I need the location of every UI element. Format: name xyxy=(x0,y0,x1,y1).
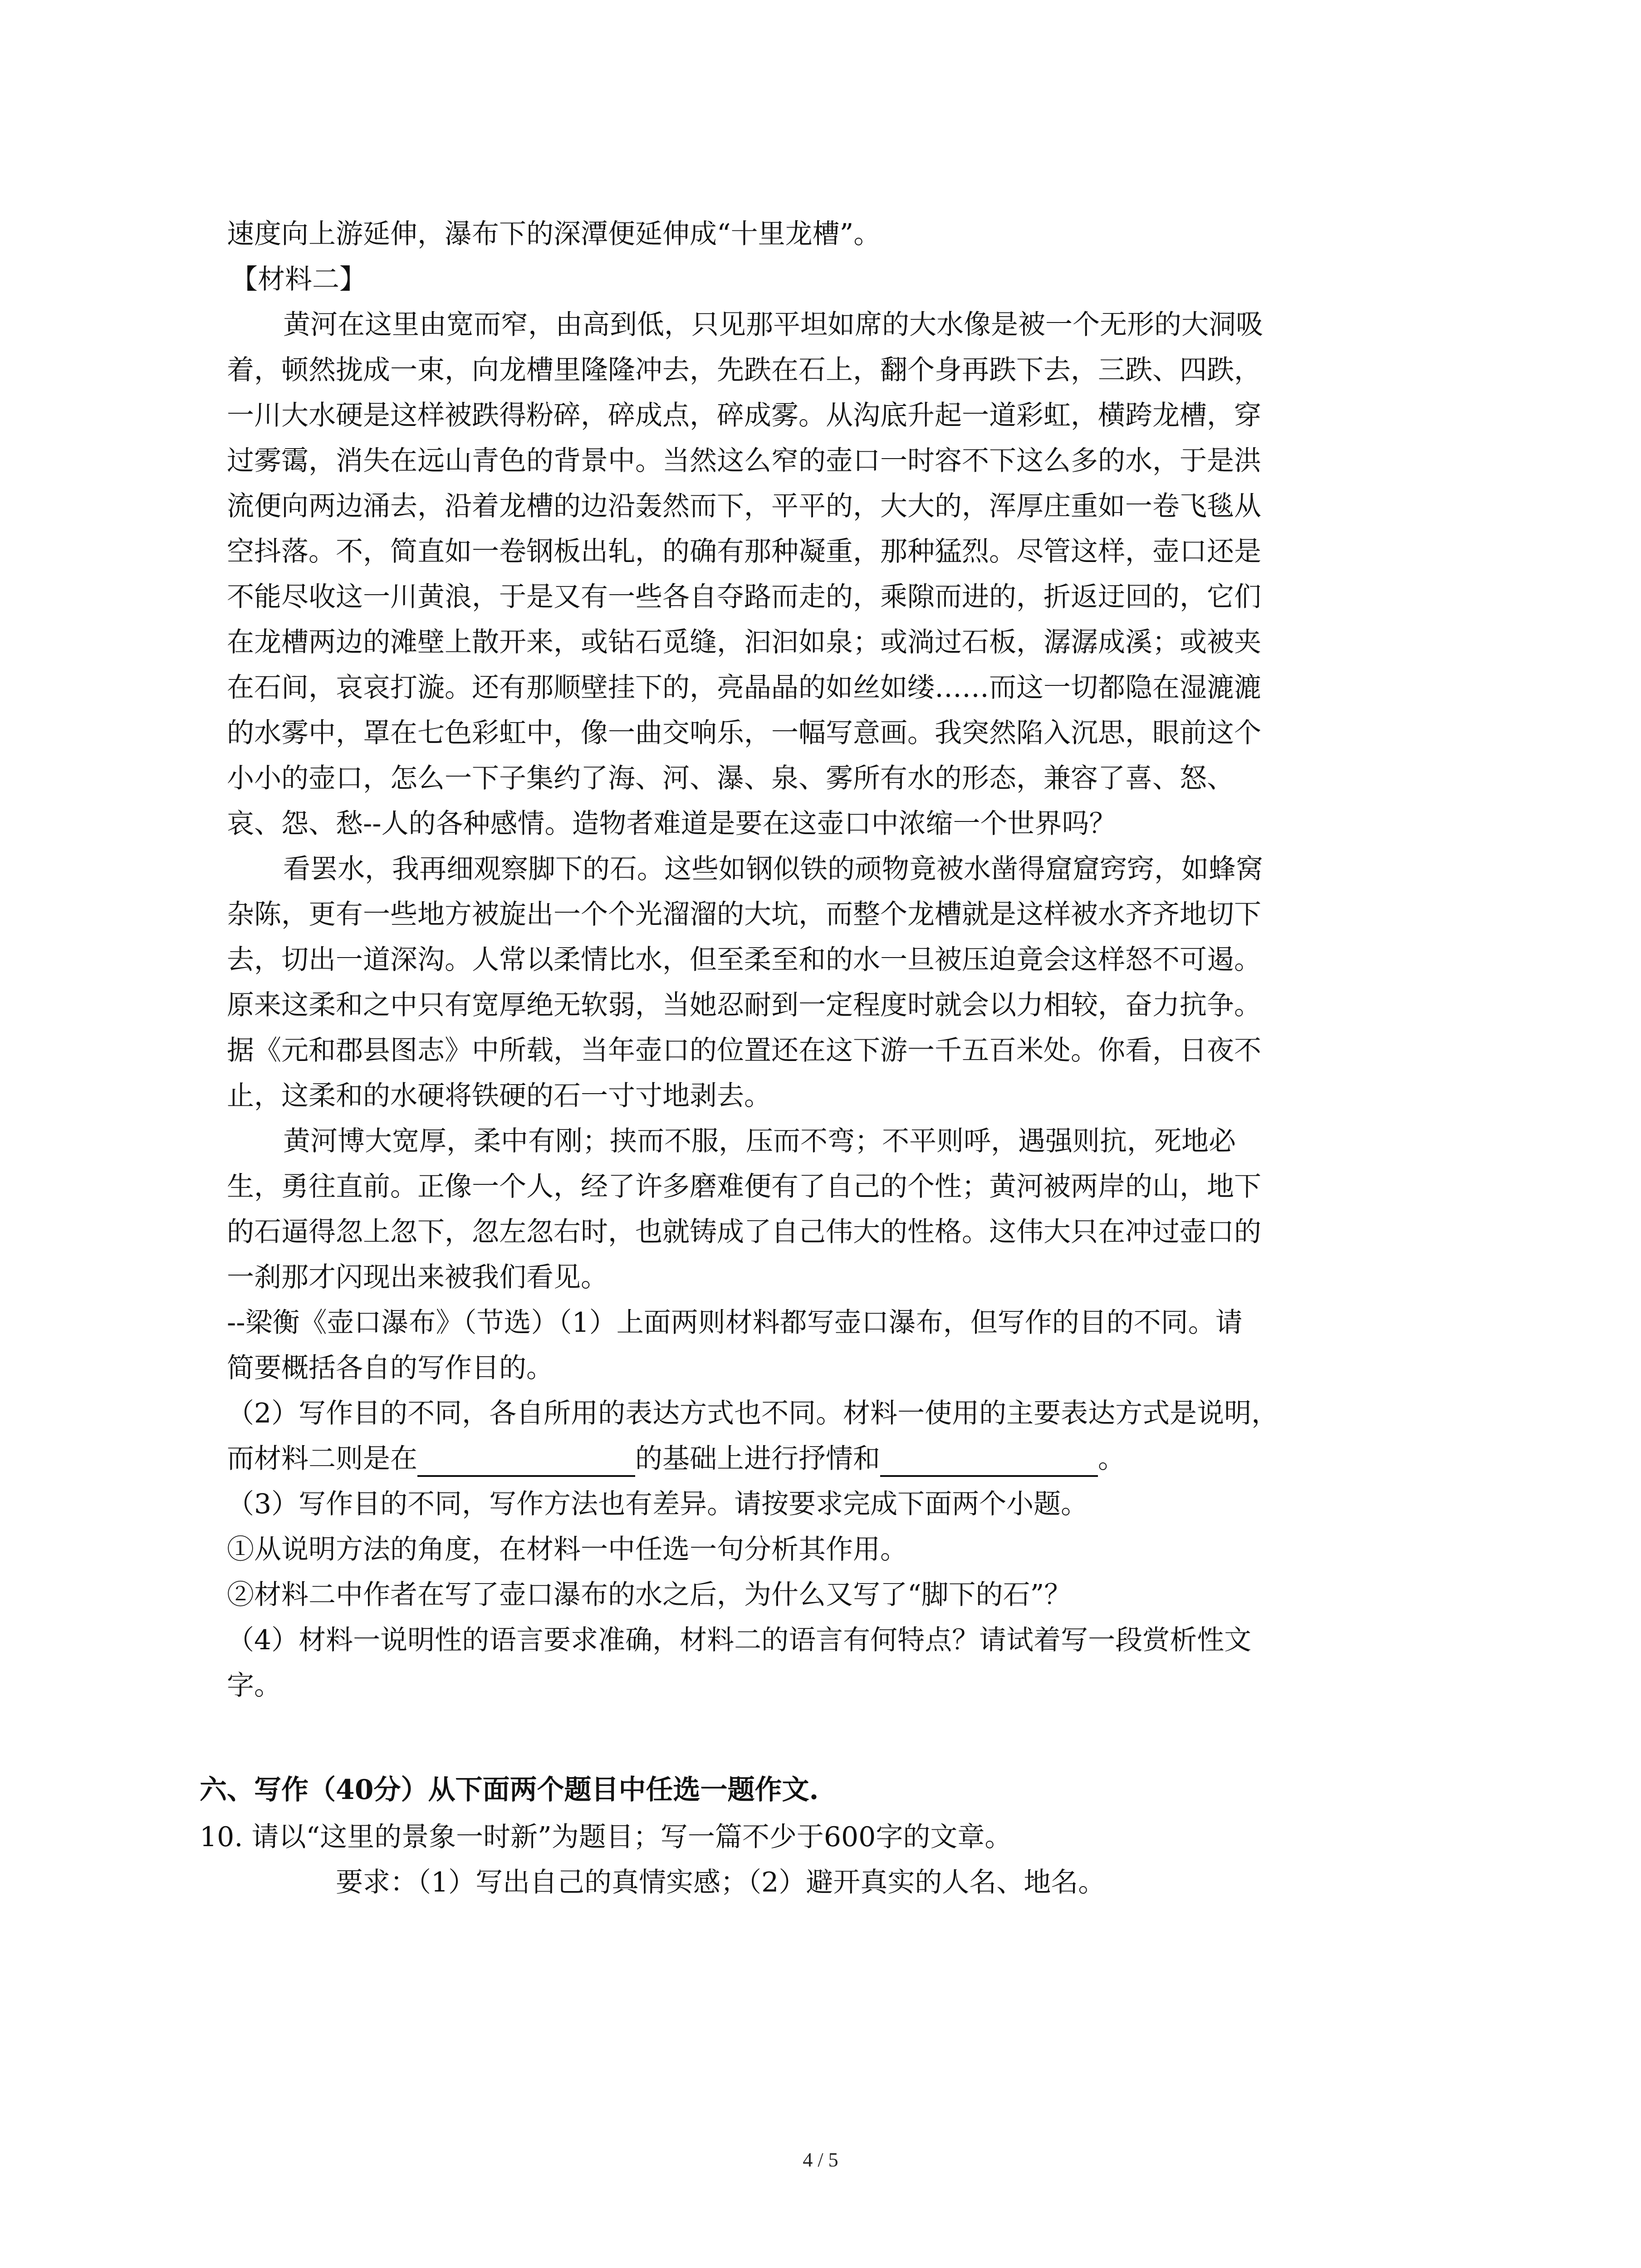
material2-para3-line: 黄河博大宽厚，柔中有刚；挟而不服，压而不弯；不平则呼，遇强则抗，死地必 xyxy=(283,1125,1236,1157)
material2-para3-line: 一刹那才闪现出来被我们看见。 xyxy=(227,1261,608,1293)
writing-section-title: 六、写作（40分）从下面两个题目中任选一题作文. xyxy=(200,1774,819,1806)
material2-para2-line: 去，切出一道深沟。人常以柔情比水，但至柔至和的水一旦被压迫竟会这样怒不可遏。 xyxy=(227,944,1261,976)
material2-para1-line: 小小的壶口，怎么一下子集约了海、河、瀑、泉、雾所有水的形态，兼容了喜、怒、 xyxy=(227,763,1234,794)
material2-para1-line: 在石间，哀哀打漩。还有那顺壁挂下的，亮晶晶的如丝如缕……而这一切都隐在湿漉漉 xyxy=(227,672,1261,704)
material2-para1-line: 不能尽收这一川黄浪，于是又有一些各自夺路而走的，乘隙而进的，折返迂回的，它们 xyxy=(227,581,1261,613)
material2-para1-line: 着，顿然拢成一束，向龙槽里隆隆冲去，先跌在石上，翻个身再跌下去，三跌、四跌， xyxy=(227,354,1261,386)
material2-para1-line: 的水雾中，罩在七色彩虹中，像一曲交响乐，一幅写意画。我突然陷入沉思，眼前这个 xyxy=(227,717,1261,749)
material2-para1-line: 流便向两边涌去，沿着龙槽的边沿轰然而下，平平的，大大的，浑厚庄重如一卷飞毯从 xyxy=(227,490,1261,522)
material2-heading: 【材料二】 xyxy=(230,264,367,295)
material2-para2-line: 据《元和郡县图志》中所载，当年壶口的位置还在这下游一千五百米处。你看，日夜不 xyxy=(227,1035,1261,1066)
question-2-fill-line xyxy=(227,1441,1125,1477)
material2-para2-line: 看罢水，我再细观察脚下的石。这些如钢似铁的顽物竟被水凿得窟窟窍窍，如蜂窝 xyxy=(283,853,1263,885)
question-4: （4）材料一说明性的语言要求准确，材料二的语言有何特点？请试着写一段赏析性文 xyxy=(227,1624,1252,1656)
material2-para1-line: 过雾霭，消失在远山青色的背景中。当然这么窄的壶口一时容不下这么多的水，于是洪 xyxy=(227,445,1261,477)
material2-para2-line: 止，这柔和的水硬将铁硬的石一寸寸地剥去。 xyxy=(227,1080,771,1112)
question-4-continued: 字。 xyxy=(227,1670,281,1701)
question-3-sub-2: ②材料二中作者在写了壶口瀑布的水之后，为什么又写了“脚下的石”？ xyxy=(227,1579,1072,1611)
question-1-continued: 简要概括各自的写作目的。 xyxy=(227,1352,554,1384)
question-3: （3）写作目的不同，写作方法也有差异。请按要求完成下面两个小题。 xyxy=(227,1488,1088,1520)
question-2-text-middle: 的基础上进行抒情和 xyxy=(635,1443,880,1475)
material2-para1-line: 黄河在这里由宽而窄，由高到低，只见那平坦如席的大水像是被一个无形的大洞吸 xyxy=(283,309,1263,341)
material2-para1-line: 在龙槽两边的滩壁上散开来，或钻石觅缝，汩汩如泉；或淌过石板，潺潺成溪；或被夹 xyxy=(227,626,1261,658)
question-10-prompt: 10. 请以“这里的景象一时新”为题目；写一篇不少于600字的文章。 xyxy=(200,1821,1012,1853)
material2-para3-line: 生，勇往直前。正像一个人，经了许多磨难便有了自己的个性；黄河被两岸的山，地下 xyxy=(227,1171,1261,1202)
source-and-question-1: --梁衡《壶口瀑布》（节选）（1）上面两则材料都写壶口瀑布，但写作的目的不同。请 xyxy=(227,1307,1243,1339)
question-2: （2）写作目的不同，各自所用的表达方式也不同。材料一使用的主要表达方式是说明， xyxy=(227,1398,1279,1429)
material2-para2-line: 原来这柔和之中只有宽厚绝无软弱，当她忍耐到一定程度时就会以力相较，奋力抗争。 xyxy=(227,989,1261,1021)
question-3-sub-1: ①从说明方法的角度，在材料一中任选一句分析其作用。 xyxy=(227,1534,907,1565)
question-2-text-before: 而材料二则是在 xyxy=(227,1443,417,1475)
material1-tail-line: 速度向上游延伸，瀑布下的深潭便延伸成“十里龙槽”。 xyxy=(227,218,881,250)
material2-para2-line: 杂陈，更有一些地方被旋出一个个光溜溜的大坑，而整个龙槽就是这样被水齐齐地切下 xyxy=(227,899,1261,930)
material2-para1-line: 一川大水硬是这样被跌得粉碎，碎成点，碎成雾。从沟底升起一道彩虹，横跨龙槽，穿 xyxy=(227,400,1261,431)
page-number: 4 / 5 xyxy=(803,2149,838,2171)
answer-blank-1[interactable] xyxy=(417,1448,635,1477)
answer-blank-2[interactable] xyxy=(880,1448,1098,1477)
material2-para3-line: 的石逼得忽上忽下，忽左忽右时，也就铸成了自己伟大的性格。这伟大只在冲过壶口的 xyxy=(227,1216,1261,1248)
question-2-text-after: 。 xyxy=(1098,1443,1125,1475)
question-10-requirements: 要求：（1）写出自己的真情实感；（2）避开真实的人名、地名。 xyxy=(336,1867,1106,1898)
material2-para1-line: 空抖落。不，简直如一卷钢板出轧，的确有那种凝重，那种猛烈。尽管这样，壶口还是 xyxy=(227,536,1261,567)
material2-para1-line: 哀、怨、愁--人的各种感情。造物者难道是要在这壶口中浓缩一个世界吗？ xyxy=(227,808,1117,840)
